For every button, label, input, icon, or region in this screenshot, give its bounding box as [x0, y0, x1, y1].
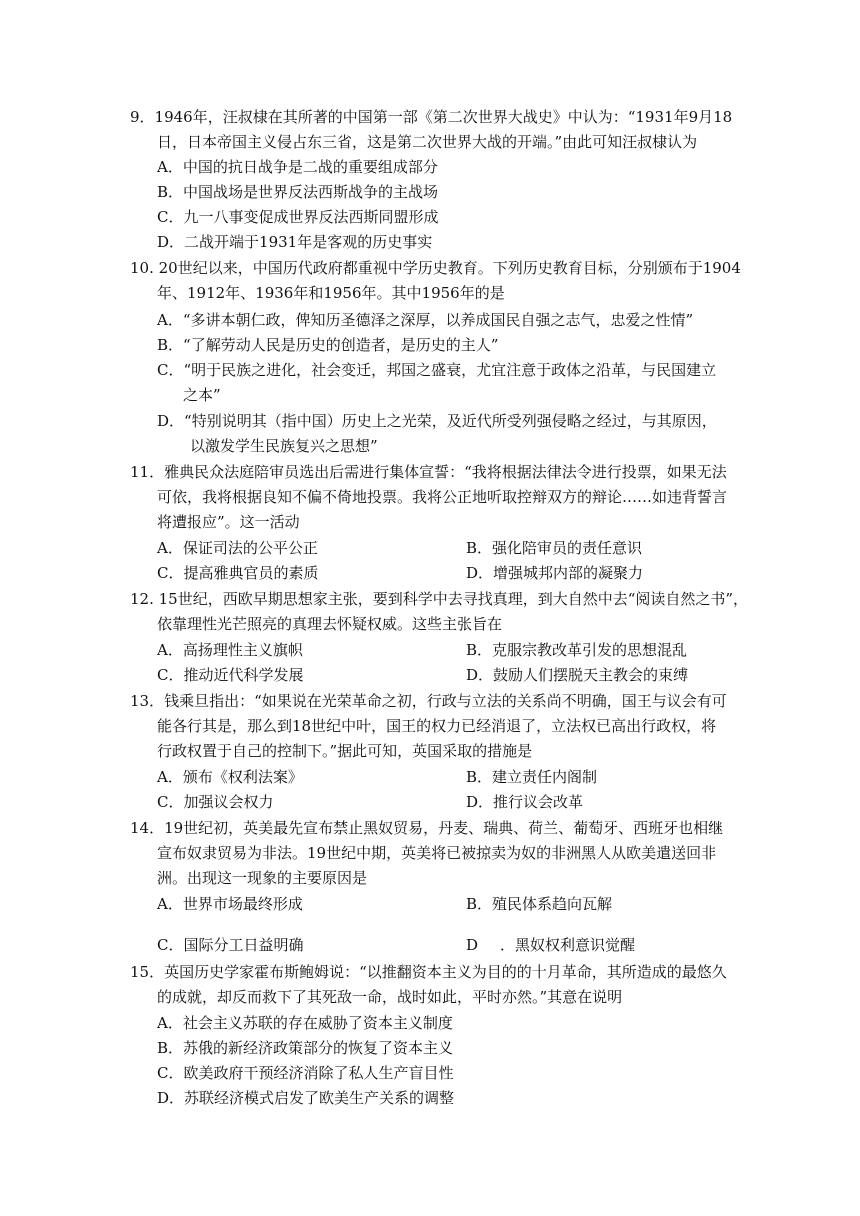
question-15-stem-line-2: 的成就，却反而救下了其死敌一命，战时如此，平时亦然。”其意在说明 [157, 988, 623, 1006]
question-11-option-c: C．提高雅典官员的素质 [157, 564, 319, 582]
question-14-option-d-text: ．黑奴权利意识觉醒 [500, 936, 636, 954]
question-11-option-a: A．保证司法的公平公正 [157, 539, 318, 557]
question-14-option-a: A．世界市场最终形成 [157, 895, 303, 913]
question-13-stem-line-3: 行政权置于自己的控制下。”据此可知，英国采取的措施是 [157, 742, 533, 760]
question-12-option-c: C．推动近代科学发展 [157, 666, 304, 684]
question-15-option-d: D．苏联经济模式启发了欧美生产关系的调整 [157, 1089, 455, 1107]
question-15-stem-line-1: 15．英国历史学家霍布斯鲍姆说：“以推翻资本主义为目的的十月革命，其所造成的最悠久 [130, 963, 727, 981]
question-10-option-a: A．“多讲本朝仁政，俾知历圣德泽之深厚，以养成国民自强之志气，忠爱之性情” [157, 311, 694, 329]
question-13-option-c: C．加强议会权力 [157, 793, 274, 811]
question-12-option-d: D．鼓励人们摆脱天主教会的束缚 [466, 666, 689, 684]
question-13-stem-line-2: 能各行其是，那么到18世纪中叶，国王的权力已经消退了，立法权已高出行政权，将 [157, 717, 717, 735]
question-14-option-d-letter: D [466, 936, 479, 954]
question-13-option-a: A．颁布《权利法案》 [157, 768, 303, 786]
question-11-option-d: D．增强城邦内部的凝聚力 [466, 564, 644, 582]
question-14-option-b: B．殖民体系趋向瓦解 [466, 895, 613, 913]
question-12-stem-line-1: 12. 15世纪，西欧早期思想家主张，要到科学中去寻找真理，到大自然中去“阅读自然之书”， [130, 590, 749, 608]
question-15-option-c: C．欧美政府干预经济消除了私人生产盲目性 [157, 1064, 454, 1082]
question-9-stem-line-2: 日，日本帝国主义侵占东三省，这是第二次世界大战的开端。”由此可知汪叔棣认为 [157, 133, 698, 151]
question-10-option-d-line-1: D．“特别说明其（指中国）历史上之光荣，及近代所受列强侵略之经过，与其原因， [157, 412, 717, 430]
question-11-stem-line-3: 将遭报应”。这一活动 [157, 513, 300, 531]
question-9-option-b: B．中国战场是世界反法西斯战争的主战场 [157, 183, 439, 201]
question-14-option-c: C．国际分工日益明确 [157, 936, 304, 954]
question-10-option-b: B．“了解劳动人民是历史的创造者，是历史的主人” [157, 336, 499, 354]
question-14-stem-line-3: 洲。出现这一现象的主要原因是 [157, 869, 368, 887]
question-10-option-c-line-2: 之本” [183, 386, 221, 404]
question-9-option-d: D．二战开端于1931年是客观的历史事实 [157, 233, 433, 251]
question-9-stem-line-1: 9．1946年，汪叔棣在其所著的中国第一部《第二次世界大战史》中认为：“1931年9月18 [130, 108, 733, 126]
question-10-option-c-line-1: C．“明于民族之进化，社会变迁，邦国之盛衰，尤宜注意于政体之沿革，与民国建立 [157, 361, 717, 379]
question-12-option-b: B．克服宗教改革引发的思想混乱 [466, 641, 688, 659]
question-13-option-d: D．推行议会改革 [466, 793, 584, 811]
question-10-stem-line-1: 10. 20世纪以来，中国历代政府都重视中学历史教育。下列历史教育目标，分别颁布于1904 [130, 259, 741, 277]
question-10-option-d-line-2: 以激发学生民族复兴之思想” [190, 437, 378, 455]
question-15-option-a: A．社会主义苏联的存在威胁了资本主义制度 [157, 1014, 453, 1032]
question-10-stem-line-2: 年、1912年、1936年和1956年。其中1956年的是 [157, 284, 505, 302]
question-13-stem-line-1: 13．钱乘旦指出：“如果说在光荣革命之初，行政与立法的关系尚不明确，国王与议会有可 [130, 692, 727, 710]
question-9-option-c: C．九一八事变促成世界反法西斯同盟形成 [157, 208, 439, 226]
question-14-stem-line-1: 14．19世纪初，英美最先宣布禁止黑奴贸易，丹麦、瑞典、荷兰、葡萄牙、西班牙也相继 [130, 819, 724, 837]
question-11-stem-line-1: 11．雅典民众法庭陪审员选出后需进行集体宣誓：“我将根据法律法令进行投票，如果无法 [130, 463, 727, 481]
question-15-option-b: B．苏俄的新经济政策部分的恢复了资本主义 [157, 1039, 454, 1057]
question-13-option-b: B．建立责任内阁制 [466, 768, 598, 786]
question-14-stem-line-2: 宣布奴隶贸易为非法。19世纪中期，英美将已被掠卖为奴的非洲黑人从欧美遣送回非 [157, 844, 717, 862]
question-11-option-b: B．强化陪审员的责任意识 [466, 539, 643, 557]
question-12-option-a: A．高扬理性主义旗帜 [157, 641, 303, 659]
question-9-option-a: A．中国的抗日战争是二战的重要组成部分 [157, 158, 438, 176]
question-12-stem-line-2: 依靠理性光芒照亮的真理去怀疑权威。这些主张旨在 [157, 615, 503, 633]
question-11-stem-line-2: 可依，我将根据良知不偏不倚地投票。我将公正地听取控辩双方的辩论……如违背誓言 [157, 488, 728, 506]
